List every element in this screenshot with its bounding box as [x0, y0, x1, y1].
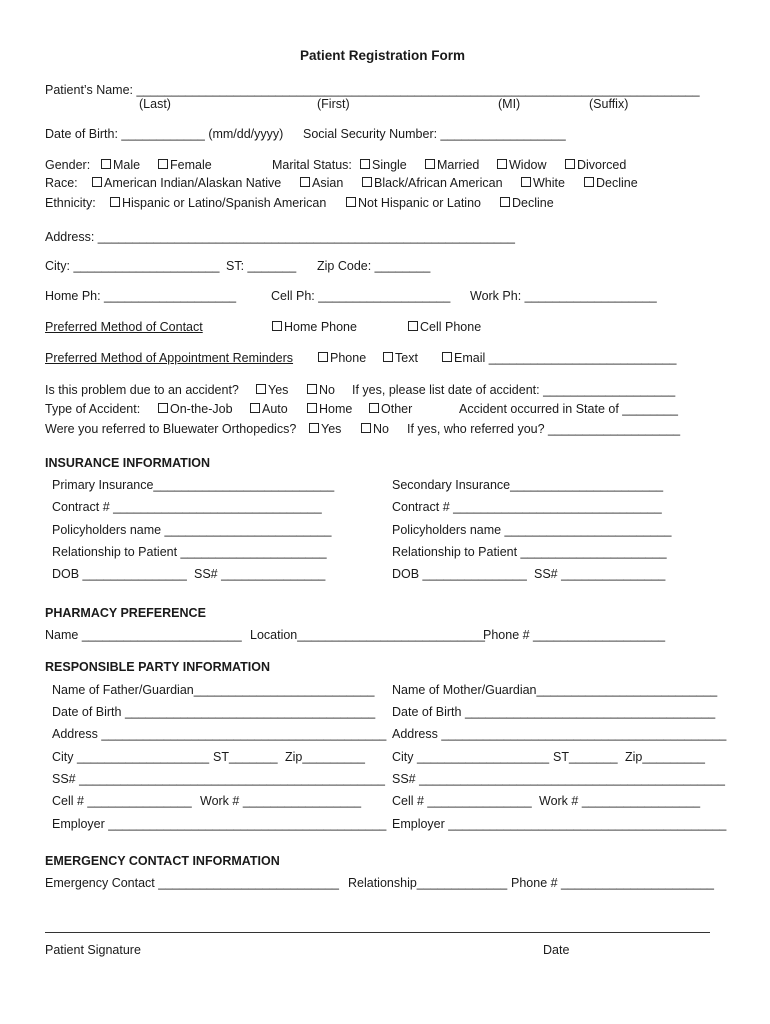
checkbox-icon — [250, 403, 260, 413]
emergency-relationship-field[interactable]: Relationship_____________ — [348, 876, 508, 890]
checkbox-icon — [272, 321, 282, 331]
address-field[interactable]: Address: ____________________________________________________________ — [45, 230, 515, 244]
checkbox-icon — [497, 159, 507, 169]
race-label: Race: — [45, 176, 78, 190]
emergency-contact-field[interactable]: Emergency Contact __________________________ — [45, 876, 339, 890]
checkbox-icon — [158, 403, 168, 413]
accident-type-label: Type of Accident: — [45, 402, 141, 416]
accident-auto-checkbox[interactable]: Auto — [250, 402, 288, 417]
referrer-field[interactable]: If yes, who referred you? ___________________ — [407, 422, 681, 436]
pharmacy-location-field[interactable]: Location___________________________ — [250, 628, 485, 642]
primary-ss-field[interactable]: SS# _______________ — [194, 567, 326, 581]
gender-male-checkbox[interactable]: Male — [101, 158, 140, 173]
primary-policyholder-field[interactable]: Policyholders name ________________________ — [52, 523, 332, 537]
checkbox-icon — [307, 403, 317, 413]
checkbox-icon — [500, 197, 510, 207]
reminder-email-checkbox[interactable]: Email ___________________________ — [442, 351, 676, 366]
preferred-contact-label: Preferred Method of Contact — [45, 320, 203, 334]
ethnicity-label: Ethnicity: — [45, 196, 96, 210]
father-employer-field[interactable]: Employer ________________________________________ — [52, 817, 387, 831]
patient-name-field[interactable]: Patient’s Name: _________________________________________________________________________________ — [45, 83, 700, 97]
marital-married-checkbox[interactable]: Married — [425, 158, 479, 173]
gender-female-checkbox[interactable]: Female — [158, 158, 212, 173]
father-address-field[interactable]: Address _________________________________________ — [52, 727, 387, 741]
mother-zip-field[interactable]: Zip_________ — [625, 750, 705, 764]
accident-home-checkbox[interactable]: Home — [307, 402, 352, 417]
marital-widow-checkbox[interactable]: Widow — [497, 158, 547, 173]
checkbox-icon — [425, 159, 435, 169]
ethnicity-decline-checkbox[interactable]: Decline — [500, 196, 554, 211]
checkbox-icon — [408, 321, 418, 331]
primary-relationship-field[interactable]: Relationship to Patient _____________________ — [52, 545, 327, 559]
reminder-phone-checkbox[interactable]: Phone — [318, 351, 366, 366]
race-white-checkbox[interactable]: White — [521, 176, 565, 191]
home-phone-field[interactable]: Home Ph: ___________________ — [45, 289, 237, 303]
accident-other-checkbox[interactable]: Other — [369, 402, 412, 417]
accident-date-field[interactable]: If yes, please list date of accident: ___________________ — [352, 383, 676, 397]
race-decline-checkbox[interactable]: Decline — [584, 176, 638, 191]
mother-state-field[interactable]: ST_______ — [553, 750, 618, 764]
reminder-method-label: Preferred Method of Appointment Reminders — [45, 351, 294, 365]
checkbox-icon — [101, 159, 111, 169]
mother-cell-field[interactable]: Cell # _______________ — [392, 794, 532, 808]
checkbox-icon — [110, 197, 120, 207]
state-field[interactable]: ST: _______ — [226, 259, 297, 273]
father-name-field[interactable]: Name of Father/Guardian__________________________ — [52, 683, 375, 697]
checkbox-icon — [92, 177, 102, 187]
checkbox-icon — [383, 352, 393, 362]
secondary-relationship-field[interactable]: Relationship to Patient _____________________ — [392, 545, 667, 559]
date-of-birth-field[interactable]: Date of Birth: ____________ (mm/dd/yyyy) — [45, 127, 284, 141]
race-ai-checkbox[interactable]: American Indian/Alaskan Native — [92, 176, 281, 191]
pharmacy-phone-field[interactable]: Phone # ___________________ — [483, 628, 666, 642]
pharmacy-heading: PHARMACY PREFERENCE — [45, 606, 206, 620]
referral-no-checkbox[interactable]: No — [361, 422, 389, 437]
checkbox-icon — [360, 159, 370, 169]
father-zip-field[interactable]: Zip_________ — [285, 750, 365, 764]
emergency-phone-field[interactable]: Phone # ______________________ — [511, 876, 714, 890]
checkbox-icon — [256, 384, 266, 394]
signature-line[interactable] — [45, 932, 710, 933]
secondary-insurance-field[interactable]: Secondary Insurance______________________ — [392, 478, 664, 492]
contact-home-phone-checkbox[interactable]: Home Phone — [272, 320, 357, 335]
secondary-contract-field[interactable]: Contract # ______________________________ — [392, 500, 662, 514]
mother-work-field[interactable]: Work # _________________ — [539, 794, 701, 808]
accident-no-checkbox[interactable]: No — [307, 383, 335, 398]
checkbox-icon — [362, 177, 372, 187]
father-dob-field[interactable]: Date of Birth ____________________________________ — [52, 705, 376, 719]
accident-yes-checkbox[interactable]: Yes — [256, 383, 288, 398]
ethnicity-not-hispanic-checkbox[interactable]: Not Hispanic or Latino — [346, 196, 481, 211]
date-label: Date — [543, 943, 570, 957]
referral-question: Were you referred to Bluewater Orthopedics? — [45, 422, 297, 436]
zip-code-field[interactable]: Zip Code: ________ — [317, 259, 431, 273]
checkbox-icon — [521, 177, 531, 187]
emergency-contact-heading: EMERGENCY CONTACT INFORMATION — [45, 854, 280, 868]
mother-employer-field[interactable]: Employer ________________________________________ — [392, 817, 727, 831]
suffix-caption: (Suffix) — [589, 97, 629, 111]
father-state-field[interactable]: ST_______ — [213, 750, 278, 764]
responsible-party-heading: RESPONSIBLE PARTY INFORMATION — [45, 660, 271, 674]
father-city-field[interactable]: City ___________________ — [52, 750, 210, 764]
secondary-ss-field[interactable]: SS# _______________ — [534, 567, 666, 581]
secondary-policyholder-field[interactable]: Policyholders name ________________________ — [392, 523, 672, 537]
mi-caption: (MI) — [498, 97, 521, 111]
contact-cell-phone-checkbox[interactable]: Cell Phone — [408, 320, 481, 335]
checkbox-icon — [584, 177, 594, 187]
mother-dob-field[interactable]: Date of Birth ____________________________________ — [392, 705, 716, 719]
last-name-caption: (Last) — [139, 97, 171, 111]
checkbox-icon — [361, 423, 371, 433]
mother-city-field[interactable]: City ___________________ — [392, 750, 550, 764]
checkbox-icon — [309, 423, 319, 433]
race-black-checkbox[interactable]: Black/African American — [362, 176, 503, 191]
checkbox-icon — [318, 352, 328, 362]
primary-insurance-field[interactable]: Primary Insurance__________________________ — [52, 478, 335, 492]
father-ss-field[interactable]: SS# ____________________________________________ — [52, 772, 385, 786]
marital-divorced-checkbox[interactable]: Divorced — [565, 158, 626, 173]
race-asian-checkbox[interactable]: Asian — [300, 176, 343, 191]
checkbox-icon — [565, 159, 575, 169]
primary-contract-field[interactable]: Contract # ______________________________ — [52, 500, 322, 514]
patient-signature-label: Patient Signature — [45, 943, 141, 957]
pharmacy-name-field[interactable]: Name _______________________ — [45, 628, 242, 642]
checkbox-icon — [442, 352, 452, 362]
accident-job-checkbox[interactable]: On-the-Job — [158, 402, 233, 417]
father-cell-field[interactable]: Cell # _______________ — [52, 794, 192, 808]
city-field[interactable]: City: _____________________ — [45, 259, 220, 273]
ssn-field[interactable]: Social Security Number: __________________ — [303, 127, 566, 141]
cell-phone-field[interactable]: Cell Ph: ___________________ — [271, 289, 451, 303]
primary-dob-field[interactable]: DOB _______________ — [52, 567, 187, 581]
mother-name-field[interactable]: Name of Mother/Guardian__________________________ — [392, 683, 718, 697]
checkbox-icon — [307, 384, 317, 394]
ethnicity-hispanic-checkbox[interactable]: Hispanic or Latino/Spanish American — [110, 196, 326, 211]
checkbox-icon — [346, 197, 356, 207]
mother-ss-field[interactable]: SS# ____________________________________________ — [392, 772, 725, 786]
accident-question: Is this problem due to an accident? — [45, 383, 239, 397]
checkbox-icon — [158, 159, 168, 169]
checkbox-icon — [300, 177, 310, 187]
checkbox-icon — [369, 403, 379, 413]
insurance-heading: INSURANCE INFORMATION — [45, 456, 211, 470]
first-name-caption: (First) — [317, 97, 350, 111]
father-work-field[interactable]: Work # _________________ — [200, 794, 362, 808]
secondary-dob-field[interactable]: DOB _______________ — [392, 567, 527, 581]
work-phone-field[interactable]: Work Ph: ___________________ — [470, 289, 657, 303]
page-title: Patient Registration Form — [300, 48, 466, 63]
mother-address-field[interactable]: Address _________________________________________ — [392, 727, 727, 741]
marital-single-checkbox[interactable]: Single — [360, 158, 407, 173]
reminder-text-checkbox[interactable]: Text — [383, 351, 418, 366]
gender-label: Gender: — [45, 158, 91, 172]
marital-status-label: Marital Status: — [272, 158, 352, 172]
referral-yes-checkbox[interactable]: Yes — [309, 422, 341, 437]
accident-state-field[interactable]: Accident occurred in State of ________ — [459, 402, 678, 416]
